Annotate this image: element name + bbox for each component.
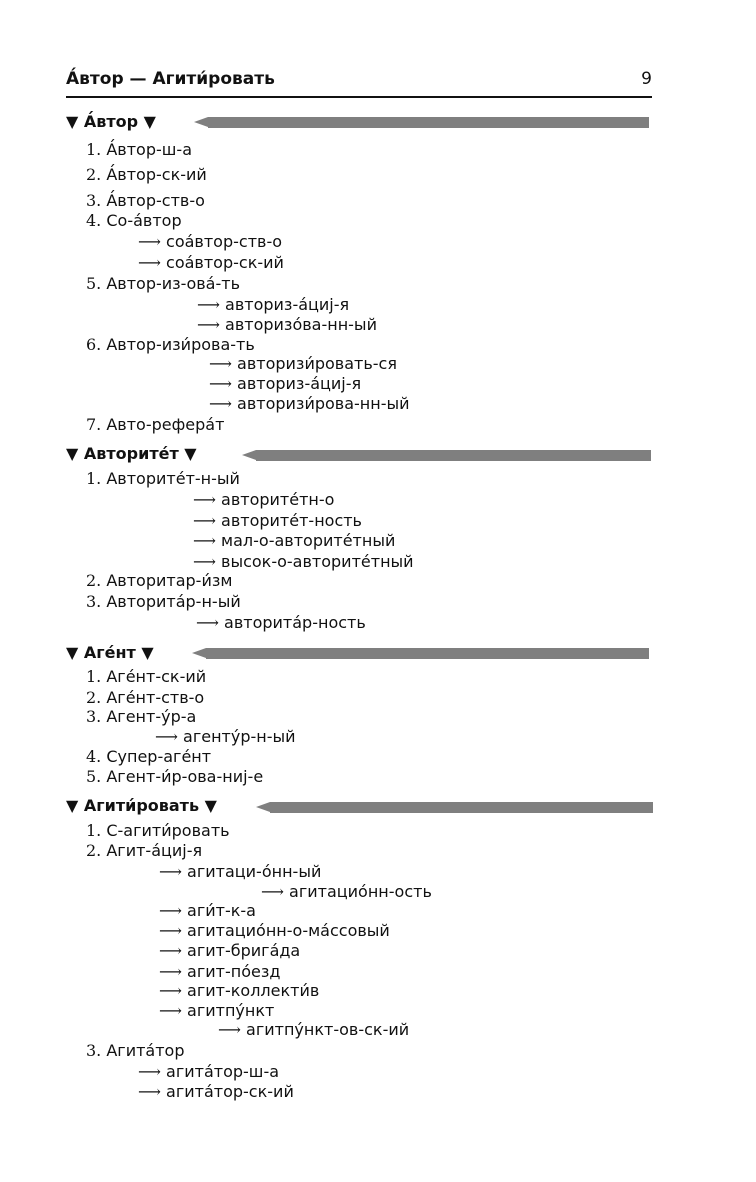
page-number: 9 (641, 69, 652, 89)
derived-item: ⟶ агит-коллекти́в (159, 981, 320, 1000)
arrow-icon: ⟶ (138, 1082, 161, 1101)
list-item: 5. Автор-из-ова́-ть (86, 274, 240, 293)
arrow-icon: ⟶ (159, 941, 182, 960)
arrow-icon: ⟶ (197, 315, 220, 334)
arrow-icon: ⟶ (193, 552, 216, 571)
derived-item: ⟶ агита́тор-ш-а (138, 1062, 280, 1081)
derived-item: ⟶ авторита́р-ность (196, 613, 366, 632)
arrow-icon: ⟶ (159, 981, 182, 1000)
list-item: 4. Со-а́втор (86, 211, 182, 230)
page-header (66, 68, 652, 98)
arrow-icon: ⟶ (261, 882, 284, 901)
derived-item: ⟶ агитацио́нн-ость (261, 882, 432, 901)
arrow-icon: ⟶ (159, 862, 182, 881)
list-item: 1. Авторите́т-н-ый (86, 469, 240, 488)
derived-item: ⟶ авторизи́рова-нн-ый (209, 394, 410, 413)
list-item: 2. Агит-а́циj-я (86, 841, 203, 860)
entry-title: ▼ Агити́ровать ▼ (66, 796, 217, 815)
divider-bar (270, 802, 653, 813)
divider-bar (208, 117, 649, 128)
page-title: А́втор — Агити́ровать (66, 69, 275, 89)
arrow-icon: ⟶ (159, 901, 182, 920)
entry-title: ▼ А́втор ▼ (66, 112, 156, 131)
derived-item: ⟶ агит-брига́да (159, 941, 301, 960)
derived-item: ⟶ авториз-а́циj-я (197, 295, 350, 314)
derived-item: ⟶ авторите́т-ность (193, 511, 362, 530)
derived-item: ⟶ агитацио́нн-о-ма́ссовый (159, 921, 390, 940)
list-item: 3. Агент-у́р-а (86, 707, 197, 726)
arrow-icon: ⟶ (193, 511, 216, 530)
list-item: 2. А́втор-ск-ий (86, 165, 207, 184)
arrow-icon: ⟶ (138, 232, 161, 251)
derived-item: ⟶ аги́т-к-а (159, 901, 256, 920)
arrow-icon: ⟶ (138, 1062, 161, 1081)
list-item: 3. Авторита́р-н-ый (86, 592, 241, 611)
list-item: 2. Авторитар-и́зм (86, 571, 233, 590)
derived-item: ⟶ авторизо́ва-нн-ый (197, 315, 377, 334)
arrow-icon: ⟶ (218, 1020, 241, 1039)
derived-item: ⟶ авториз-а́циj-я (209, 374, 362, 393)
derived-item: ⟶ агит-по́езд (159, 962, 281, 981)
list-item: 1. Аге́нт-ск-ий (86, 667, 207, 686)
derived-item: ⟶ агитаци-о́нн-ый (159, 862, 322, 881)
arrow-icon: ⟶ (138, 253, 161, 272)
derived-item: ⟶ высок-о-авторите́тный (193, 552, 414, 571)
arrow-icon: ⟶ (196, 613, 219, 632)
list-item: 1. А́втор-ш-а (86, 140, 192, 159)
derived-item: ⟶ агитпу́нкт-ов-ск-ий (218, 1020, 410, 1039)
derived-item: ⟶ агита́тор-ск-ий (138, 1082, 294, 1101)
arrow-icon: ⟶ (209, 374, 232, 393)
derived-item: ⟶ агенту́р-н-ый (155, 727, 296, 746)
arrow-icon: ⟶ (193, 531, 216, 550)
arrow-icon: ⟶ (159, 1001, 182, 1020)
arrow-icon: ⟶ (159, 962, 182, 981)
list-item: 4. Супер-аге́нт (86, 747, 212, 766)
derived-item: ⟶ соа́втор-ск-ий (138, 253, 284, 272)
list-item: 7. Авто-рефера́т (86, 415, 225, 434)
derived-item: ⟶ авторите́тн-о (193, 490, 335, 509)
derived-item: ⟶ авторизи́ровать-ся (209, 354, 397, 373)
derived-item: ⟶ соа́втор-ств-о (138, 232, 282, 251)
arrow-icon: ⟶ (159, 921, 182, 940)
list-item: 5. Агент-и́р-ова-ниj-е (86, 767, 264, 786)
arrow-icon: ⟶ (155, 727, 178, 746)
arrow-icon: ⟶ (209, 354, 232, 373)
arrow-icon: ⟶ (197, 295, 220, 314)
list-item: 2. Аге́нт-ств-о (86, 688, 205, 707)
entry-title: ▼ Аге́нт ▼ (66, 643, 154, 662)
entry-title: ▼ Авторите́т ▼ (66, 444, 197, 463)
list-item: 1. С-агити́ровать (86, 821, 230, 840)
list-item: 6. Автор-изи́рова-ть (86, 335, 255, 354)
divider-bar (206, 648, 649, 659)
arrow-icon: ⟶ (209, 394, 232, 413)
arrow-icon: ⟶ (193, 490, 216, 509)
derived-item: ⟶ мал-о-авторите́тный (193, 531, 396, 550)
list-item: 3. Агита́тор (86, 1041, 185, 1060)
divider-bar (256, 450, 651, 461)
derived-item: ⟶ агитпу́нкт (159, 1001, 275, 1020)
list-item: 3. А́втор-ств-о (86, 191, 205, 210)
